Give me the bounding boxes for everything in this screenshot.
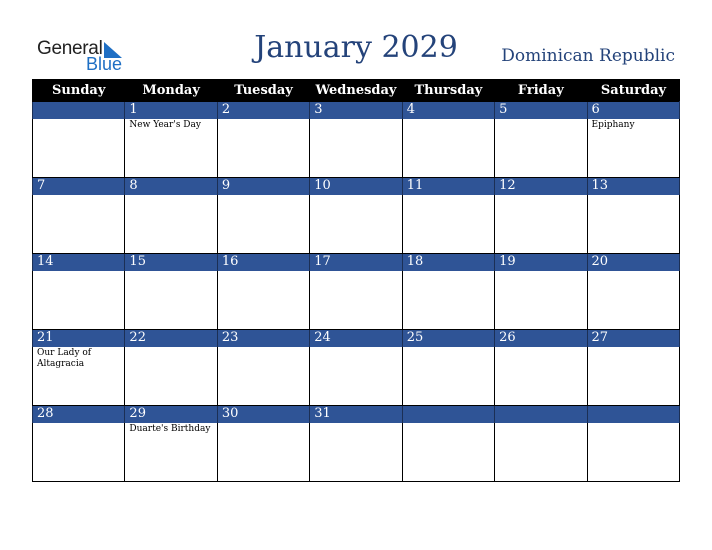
day-number: 14: [33, 254, 125, 272]
day-number: 21: [33, 330, 125, 348]
day-event: [125, 195, 217, 254]
day-number: 7: [33, 178, 125, 196]
day-event: [587, 271, 679, 330]
day-event: Our Lady of Altagracia: [33, 347, 125, 406]
weekday-header: Tuesday: [217, 79, 309, 102]
day-event: [310, 195, 402, 254]
day-number: 6: [587, 102, 679, 120]
day-event: [217, 271, 309, 330]
day-event: [587, 195, 679, 254]
day-event: [495, 271, 587, 330]
weekday-header: Friday: [495, 79, 587, 102]
weekday-header: Sunday: [33, 79, 125, 102]
day-event: Duarte's Birthday: [125, 423, 217, 482]
day-event: [495, 119, 587, 178]
weekday-header: Monday: [125, 79, 217, 102]
day-event: [217, 423, 309, 482]
day-number: 27: [587, 330, 679, 348]
day-event: [33, 423, 125, 482]
day-event: [125, 271, 217, 330]
day-number: 2: [217, 102, 309, 120]
day-event: [33, 195, 125, 254]
day-number: [33, 102, 125, 120]
week-event-row: [33, 195, 680, 254]
day-event: [310, 423, 402, 482]
week-event-row: [33, 423, 680, 482]
weekday-header: Wednesday: [310, 79, 402, 102]
day-event: [217, 347, 309, 406]
day-event: Epiphany: [587, 119, 679, 178]
day-number: 22: [125, 330, 217, 348]
week-event-row: [33, 347, 680, 406]
week-day-number-row: [33, 406, 680, 424]
day-number: 17: [310, 254, 402, 272]
day-event: [310, 119, 402, 178]
weekday-header: Saturday: [587, 79, 679, 102]
day-number: 18: [402, 254, 494, 272]
week-day-number-row: [33, 178, 680, 196]
day-event: [310, 271, 402, 330]
day-event: [495, 195, 587, 254]
day-number: 23: [217, 330, 309, 348]
day-event: [402, 423, 494, 482]
calendar-grid: [32, 79, 680, 482]
logo-blue-text: Blue: [86, 54, 123, 74]
day-event: [587, 347, 679, 406]
day-number: 26: [495, 330, 587, 348]
week-event-row: [33, 271, 680, 330]
day-number: 13: [587, 178, 679, 196]
week-day-number-row: [33, 330, 680, 348]
day-event: [217, 195, 309, 254]
day-event: [402, 271, 494, 330]
country-name: Dominican Republic: [501, 46, 675, 66]
day-number: 24: [310, 330, 402, 348]
day-event: [495, 423, 587, 482]
day-number: 3: [310, 102, 402, 120]
day-event: [217, 119, 309, 178]
day-number: 1: [125, 102, 217, 120]
day-event: [587, 423, 679, 482]
day-event: [402, 119, 494, 178]
day-number: 10: [310, 178, 402, 196]
day-number: [495, 406, 587, 424]
day-number: 15: [125, 254, 217, 272]
day-number: [587, 406, 679, 424]
day-number: 8: [125, 178, 217, 196]
day-number: 9: [217, 178, 309, 196]
day-number: 19: [495, 254, 587, 272]
day-number: 20: [587, 254, 679, 272]
day-event: New Year's Day: [125, 119, 217, 178]
page-title: January 2029: [254, 30, 458, 65]
day-event: [310, 347, 402, 406]
day-event: [402, 347, 494, 406]
day-event: [402, 195, 494, 254]
week-day-number-row: [33, 102, 680, 120]
day-number: 25: [402, 330, 494, 348]
day-event: [33, 119, 125, 178]
day-number: 30: [217, 406, 309, 424]
day-event: [125, 347, 217, 406]
logo-general-text: General: [37, 38, 103, 59]
weekday-header-row: [33, 79, 680, 102]
day-number: 12: [495, 178, 587, 196]
day-number: 11: [402, 178, 494, 196]
weekday-header: Thursday: [402, 79, 494, 102]
day-number: 5: [495, 102, 587, 120]
day-number: 4: [402, 102, 494, 120]
day-event: [33, 271, 125, 330]
day-number: [402, 406, 494, 424]
week-day-number-row: [33, 254, 680, 272]
day-number: 16: [217, 254, 309, 272]
week-event-row: [33, 119, 680, 178]
day-number: 31: [310, 406, 402, 424]
day-event: [495, 347, 587, 406]
day-number: 29: [125, 406, 217, 424]
day-number: 28: [33, 406, 125, 424]
